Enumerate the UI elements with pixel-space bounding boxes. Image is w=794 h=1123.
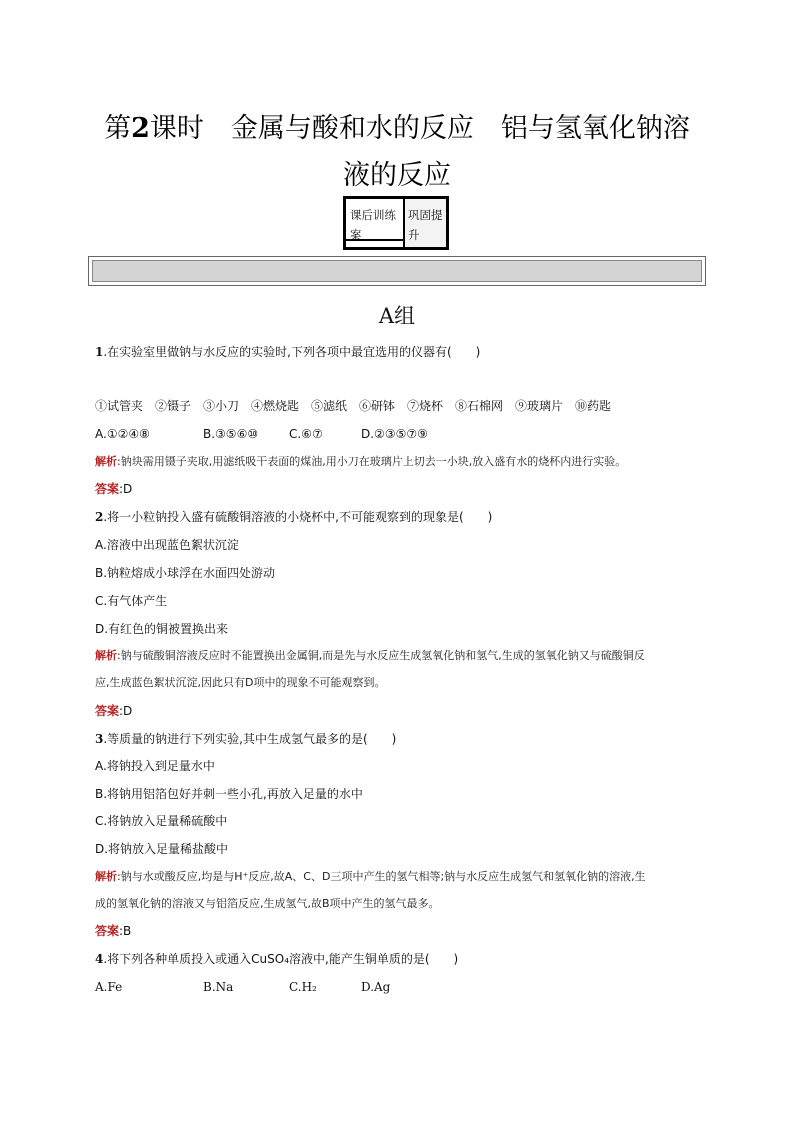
answer-label: 答案 <box>95 482 120 496</box>
answer-label: 答案 <box>95 924 120 938</box>
group-heading: A组 <box>378 304 416 328</box>
question-4-stem <box>95 951 458 967</box>
option-b: B.Na <box>203 980 234 994</box>
option-c: C.H₂ <box>289 980 317 994</box>
question-3-stem <box>95 731 396 747</box>
question-number: 1 <box>95 345 104 359</box>
question-2-option-a: A.溶液中出现蓝色絮状沉淀 <box>95 538 239 552</box>
question-text: .将下列各种单质投入或通入CuSO₄溶液中,能产生铜单质的是( ) <box>103 952 459 966</box>
question-1-options <box>95 426 428 442</box>
section-divider-bar <box>88 256 706 286</box>
answer-label: 答案 <box>95 704 120 718</box>
option-a: A.Fe <box>95 980 123 994</box>
question-2-option-b: B.钠粒熔成小球浮在水面四处游动 <box>95 566 276 580</box>
question-number: 4 <box>95 952 104 966</box>
title-prefix: 第 <box>104 113 132 144</box>
question-3-analysis-line-2: 成的氢氧化钠的溶液又与铝箔反应,生成氢气,故B项中产生的氢气最多。 <box>95 897 440 910</box>
question-3-analysis-line-1 <box>95 869 646 885</box>
question-1-analysis <box>95 454 626 470</box>
question-1-items: ①试管夹 ②镊子 ③小刀 ④燃烧匙 ⑤滤纸 ⑥研钵 ⑦烧杯 ⑧石棉网 ⑨玻璃片 ⑩药匙 <box>95 399 612 413</box>
question-4-options <box>95 979 390 995</box>
question-number: 3 <box>95 732 104 746</box>
answer-text: :B <box>119 924 132 938</box>
question-text: .等质量的钠进行下列实验,其中生成氢气最多的是( ) <box>103 732 397 746</box>
analysis-label: 解析 <box>95 649 117 662</box>
question-3-option-a: A.将钠投入到足量水中 <box>95 759 215 773</box>
title-lesson-number: 2 <box>131 113 150 144</box>
question-3-answer <box>95 923 131 939</box>
title-text: 课时 金属与酸和水的反应 铝与氢氧化钠溶 <box>149 113 690 144</box>
question-1-answer <box>95 481 132 497</box>
question-2-option-d: D.有红色的铜被置换出来 <box>95 622 229 636</box>
question-2-option-c: C.有气体产生 <box>95 594 168 608</box>
question-2-analysis-line-2: 应,生成蓝色絮状沉淀,因此只有D项中的现象不可能观察到。 <box>95 676 386 689</box>
analysis-label: 解析 <box>95 870 117 883</box>
question-1-stem <box>95 344 480 360</box>
question-3-option-b: B.将钠用铝箔包好并刺一些小孔,再放入足量的水中 <box>95 787 363 801</box>
option-d: D.②③⑤⑦⑨ <box>361 427 428 441</box>
badge-left-cell: 课后训练案 <box>346 199 405 247</box>
page-title-line-2: 液的反应 <box>343 160 451 191</box>
question-3-option-c: C.将钠放入足量稀硫酸中 <box>95 814 228 828</box>
answer-text: :D <box>119 482 133 496</box>
page-title-line-1 <box>60 106 734 145</box>
section-badge <box>343 196 449 250</box>
analysis-text: :钠与硫酸铜溶液反应时不能置换出金属铜,而是先与水反应生成氢氧化钠和氢气,生成的氢氧化钠又与硫酸铜反 <box>117 649 645 662</box>
question-text: .将一小粒钠投入盛有硫酸铜溶液的小烧杯中,不可能观察到的现象是( ) <box>103 510 493 524</box>
question-2-answer <box>95 703 132 719</box>
option-d: D.Ag <box>361 980 391 994</box>
answer-text: :D <box>119 704 133 718</box>
question-number: 2 <box>95 510 104 524</box>
question-2-analysis-line-1 <box>95 648 645 664</box>
question-2-stem <box>95 509 492 525</box>
analysis-text: :钠与水或酸反应,均是与H⁺反应,故A、C、D三项中产生的氢气相等;钠与水反应生成氢气和氢氧化钠的溶液,生 <box>117 870 646 883</box>
option-a: A.①②④⑧ <box>95 427 150 441</box>
option-c: C.⑥⑦ <box>289 427 323 441</box>
analysis-text: :钠块需用镊子夹取,用滤纸吸干表面的煤油,用小刀在玻璃片上切去一小块,放入盛有水的烧杯内进行实验。 <box>117 455 627 468</box>
analysis-label: 解析 <box>95 455 117 468</box>
option-b: B.③⑤⑥⑩ <box>203 427 259 441</box>
question-3-option-d: D.将钠放入足量稀盐酸中 <box>95 842 229 856</box>
question-text: .在实验室里做钠与水反应的实验时,下列各项中最宜选用的仪器有( ) <box>103 345 481 359</box>
badge-right-cell: 巩固提升 <box>405 199 446 247</box>
